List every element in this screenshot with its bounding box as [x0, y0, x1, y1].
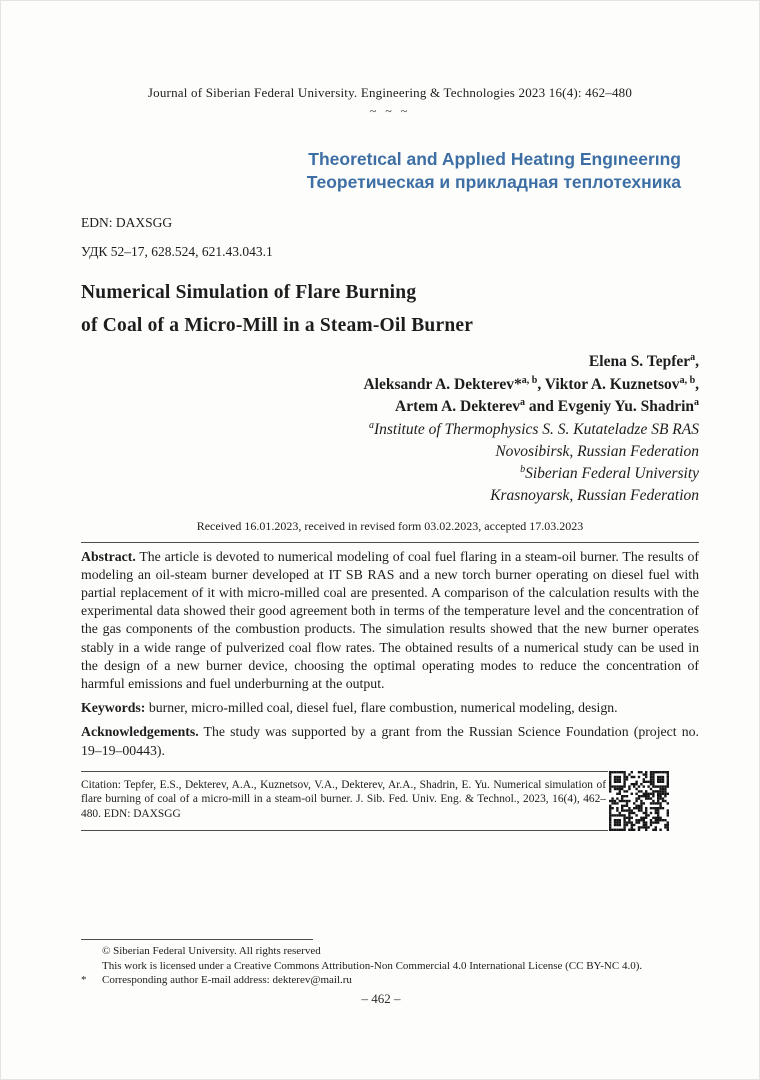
author-affil-marker: a — [690, 351, 696, 363]
corresponding-author-line: * Corresponding author E-mail address: dekterev@mail.ru — [81, 974, 352, 986]
acknowledgements-paragraph — [81, 723, 699, 759]
author-affil-marker: a — [520, 396, 525, 408]
footnote-rule — [81, 939, 313, 940]
section-heading-ru: Теоретическая и прикладная теплотехника — [306, 172, 681, 192]
author-line: Artem A. Dekterev$^a$ and Evgeniy Yu. Shadrin$^a$ — [395, 396, 699, 415]
abstract-label: Abstract. — [81, 548, 136, 564]
abstract-paragraph — [81, 548, 699, 694]
page-content — [81, 85, 699, 833]
keywords-line — [81, 699, 699, 717]
citation-block — [81, 771, 699, 833]
affiliation-line: Krasnoyarsk, Russian Federation — [490, 486, 699, 504]
keywords-text: burner, micro-milled coal, diesel fuel, flare combustion, numerical modeling, design. — [145, 700, 618, 716]
citation-text: Citation: Tepfer, E.S., Dekterev, A.A., Kuznetsov, V.A., Dekterev, Ar.A., Shadrin, E. Yu. Numerical simulation of flare burning of coal of a micro-mill in a steam-oil burner. J. Sib. Fed. Univ. Eng. & Technol., 2023, 16(4), 462–480. EDN: DAXSGG — [81, 771, 608, 831]
copyright-line: © Siberian Federal University. All rights reserved — [102, 945, 321, 957]
author-affil-marker: a, b — [679, 374, 696, 386]
abstract-top-rule — [81, 542, 699, 543]
udk-code: УДК 52–17, 628.524, 621.43.043.1 — [81, 244, 273, 259]
author-line: Elena S. Tepfer$^a$, — [588, 351, 699, 370]
page-number: – 462 – — [361, 991, 401, 1006]
author-affil-marker: a — [694, 396, 699, 408]
acknowledgements-text: The study was supported by a grant from the Russian Science Foundation (project no. 19–19–00443). — [81, 724, 699, 758]
acknowledgements-label: Acknowledgements. — [81, 724, 199, 740]
keywords-label: Keywords: — [81, 700, 146, 716]
author-affil-marker: a, b — [521, 374, 538, 386]
affiliation-line: $^a$Institute of Thermophysics S. S. Kutateladze SB RAS — [368, 419, 699, 438]
article-title-line1: Numerical Simulation of Flare Burning — [81, 282, 417, 303]
edn-code: EDN: DAXSGG — [81, 215, 173, 230]
author-line: Aleksandr A. Dekterev*$^{a, b}$, Viktor A. Kuznetsov$^{a, b}$, — [363, 374, 699, 393]
section-heading-en: Theoretıcal and Applıed Heatıng Engıneerıng — [308, 149, 681, 169]
corresponding-author-star: * — [81, 974, 87, 986]
affiliation-line: $^b$Siberian Federal University — [520, 463, 699, 482]
article-title-line2: of Coal of a Micro-Mill in a Steam-Oil Burner — [81, 315, 474, 336]
affiliations-block — [81, 419, 699, 507]
abstract-text: The article is devoted to numerical modeling of coal fuel flaring in a steam-oil burner. The results of modeling an oil-steam burner developed at IT SB RAS and a new torch burner operating on diesel fuel with partial replacement of it with micro-milled coal are presented. A comparison of the calculation results with the experimental data showed their good agreement both in terms of the temperature level and the concentration of the gas components of the combustion products. The simulation results showed that the new burner operates stably in a wide range of pulverized coal flow rates. The obtained results of a numerical study can be used in the design of a new burner device, choosing the optimal operating modes to reduce the concentration of harmful emissions and fuel underburning at the output. — [81, 548, 699, 691]
authors-block — [81, 351, 699, 419]
received-dates-line: Received 16.01.2023, received in revised form 03.02.2023, accepted 17.03.2023 — [196, 518, 584, 533]
footer-notes — [81, 939, 699, 988]
header-separator: ~ ~ ~ — [369, 104, 411, 118]
affiliation-line: Novosibirsk, Russian Federation — [495, 442, 699, 460]
journal-header-line: Journal of Siberian Federal University. Engineering & Technologies 2023 16(4): 462–480 — [147, 85, 633, 100]
license-line: This work is licensed under a Creative Commons Attribution-Non Commercial 4.0 International License (CC BY-NC 4.0). — [102, 959, 643, 972]
footnotes — [81, 944, 699, 988]
citation-qr-code — [609, 771, 669, 831]
article-title — [81, 276, 699, 342]
section-headings — [81, 148, 699, 194]
